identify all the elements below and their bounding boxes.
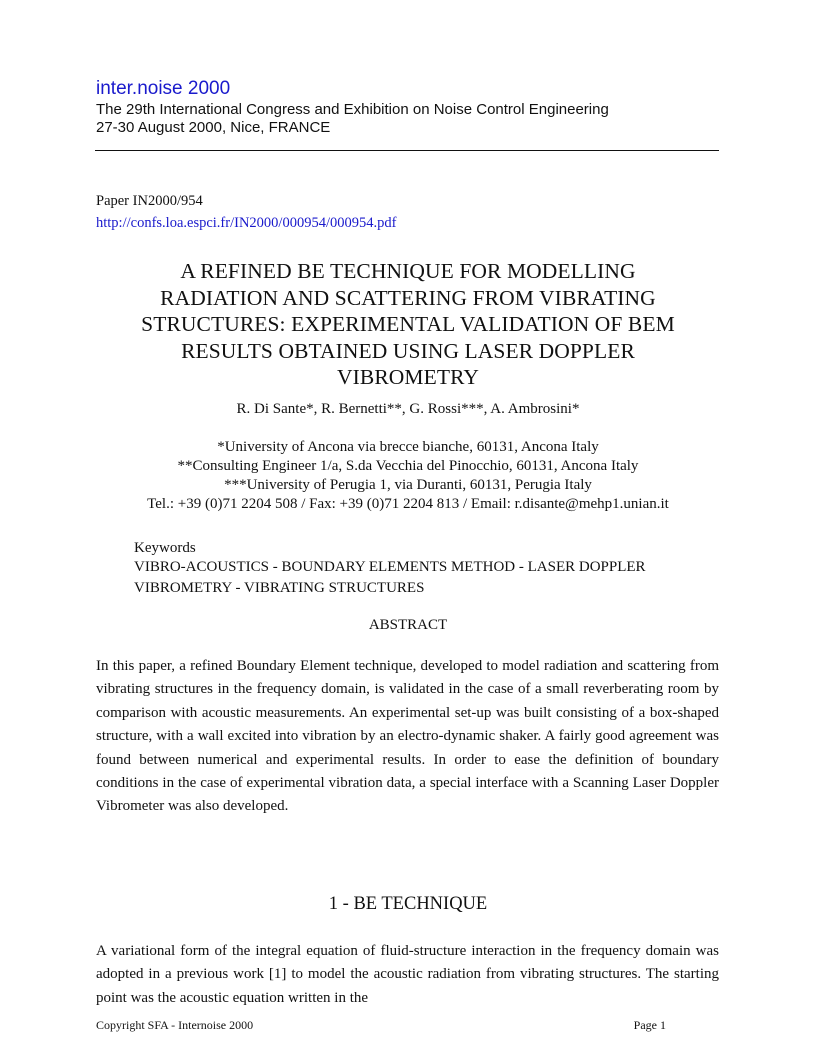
paper-url-link[interactable]: http://confs.loa.espci.fr/IN2000/000954/000954.pdf (96, 215, 397, 231)
abstract-paragraph: In this paper, a refined Boundary Element technique, developed to model radiation and scattering from vibrating structures in the frequency domain, is validated in the case of a small reverberating room by comparison with acoustic measurements. An experimental set-up was built consisting of a box-shaped structure, with a wall excited into vibration by an electro-dynamic shaker. A fairly good agreement was found between numerical and experimental results. In order to ease the definition of boundary conditions in the case of experimental vibration data, a special interface with a Scanning Laser Doppler Vibrometer was also developed. (96, 658, 719, 815)
title-line: VIBROMETRY (337, 365, 479, 389)
title-line: RESULTS OBTAINED USING LASER DOPPLER (181, 338, 635, 363)
section-heading: 1 - BE TECHNIQUE (328, 894, 488, 914)
header-divider (95, 150, 719, 151)
section-paragraph: A variational form of the integral equation of fluid-structure interaction in the frequency domain was adopted in a previous work [1] to model the acoustic radiation from vibrating structures. The starting point was the acoustic equation written in the (96, 943, 719, 1006)
footer-copyright: Copyright SFA - Internoise 2000 (96, 1018, 254, 1032)
footer-page-number: Page 1 (633, 1018, 666, 1032)
contact-info: Tel.: +39 (0)71 2204 508 / Fax: +39 (0)71 2204 813 / Email: r.disante@mehp1.unian.it (147, 496, 669, 512)
conference-subtitle: The 29th International Congress and Exhibition on Noise Control Engineering (96, 101, 609, 118)
abstract-heading: ABSTRACT (368, 617, 448, 633)
paper-title (96, 258, 720, 391)
affiliation-1: *University of Ancona via brecce bianche, 60131, Ancona Italy (217, 439, 599, 455)
title-line: A REFINED BE TECHNIQUE FOR MODELLING (180, 259, 636, 283)
title-line: RADIATION AND SCATTERING FROM VIBRATING (160, 285, 656, 310)
keywords-label: Keywords (134, 540, 196, 556)
title-line: STRUCTURES: EXPERIMENTAL VALIDATION OF BEM (141, 312, 675, 336)
keywords-text: VIBRO-ACOUSTICS - BOUNDARY ELEMENTS METHOD - LASER DOPPLER VIBROMETRY - VIBRATING STRUCTURES (134, 559, 646, 596)
conference-name: inter.noise 2000 (96, 78, 231, 99)
conference-dates-location: 27-30 August 2000, Nice, FRANCE (96, 119, 331, 136)
paper-id: Paper IN2000/954 (96, 193, 203, 209)
affiliation-3: ***University of Perugia 1, via Duranti, 60131, Perugia Italy (224, 477, 592, 493)
authors: R. Di Sante*, R. Bernetti**, G. Rossi***, A. Ambrosini* (236, 401, 580, 417)
affiliation-2: **Consulting Engineer 1/a, S.da Vecchia del Pinocchio, 60131, Ancona Italy (177, 458, 639, 474)
